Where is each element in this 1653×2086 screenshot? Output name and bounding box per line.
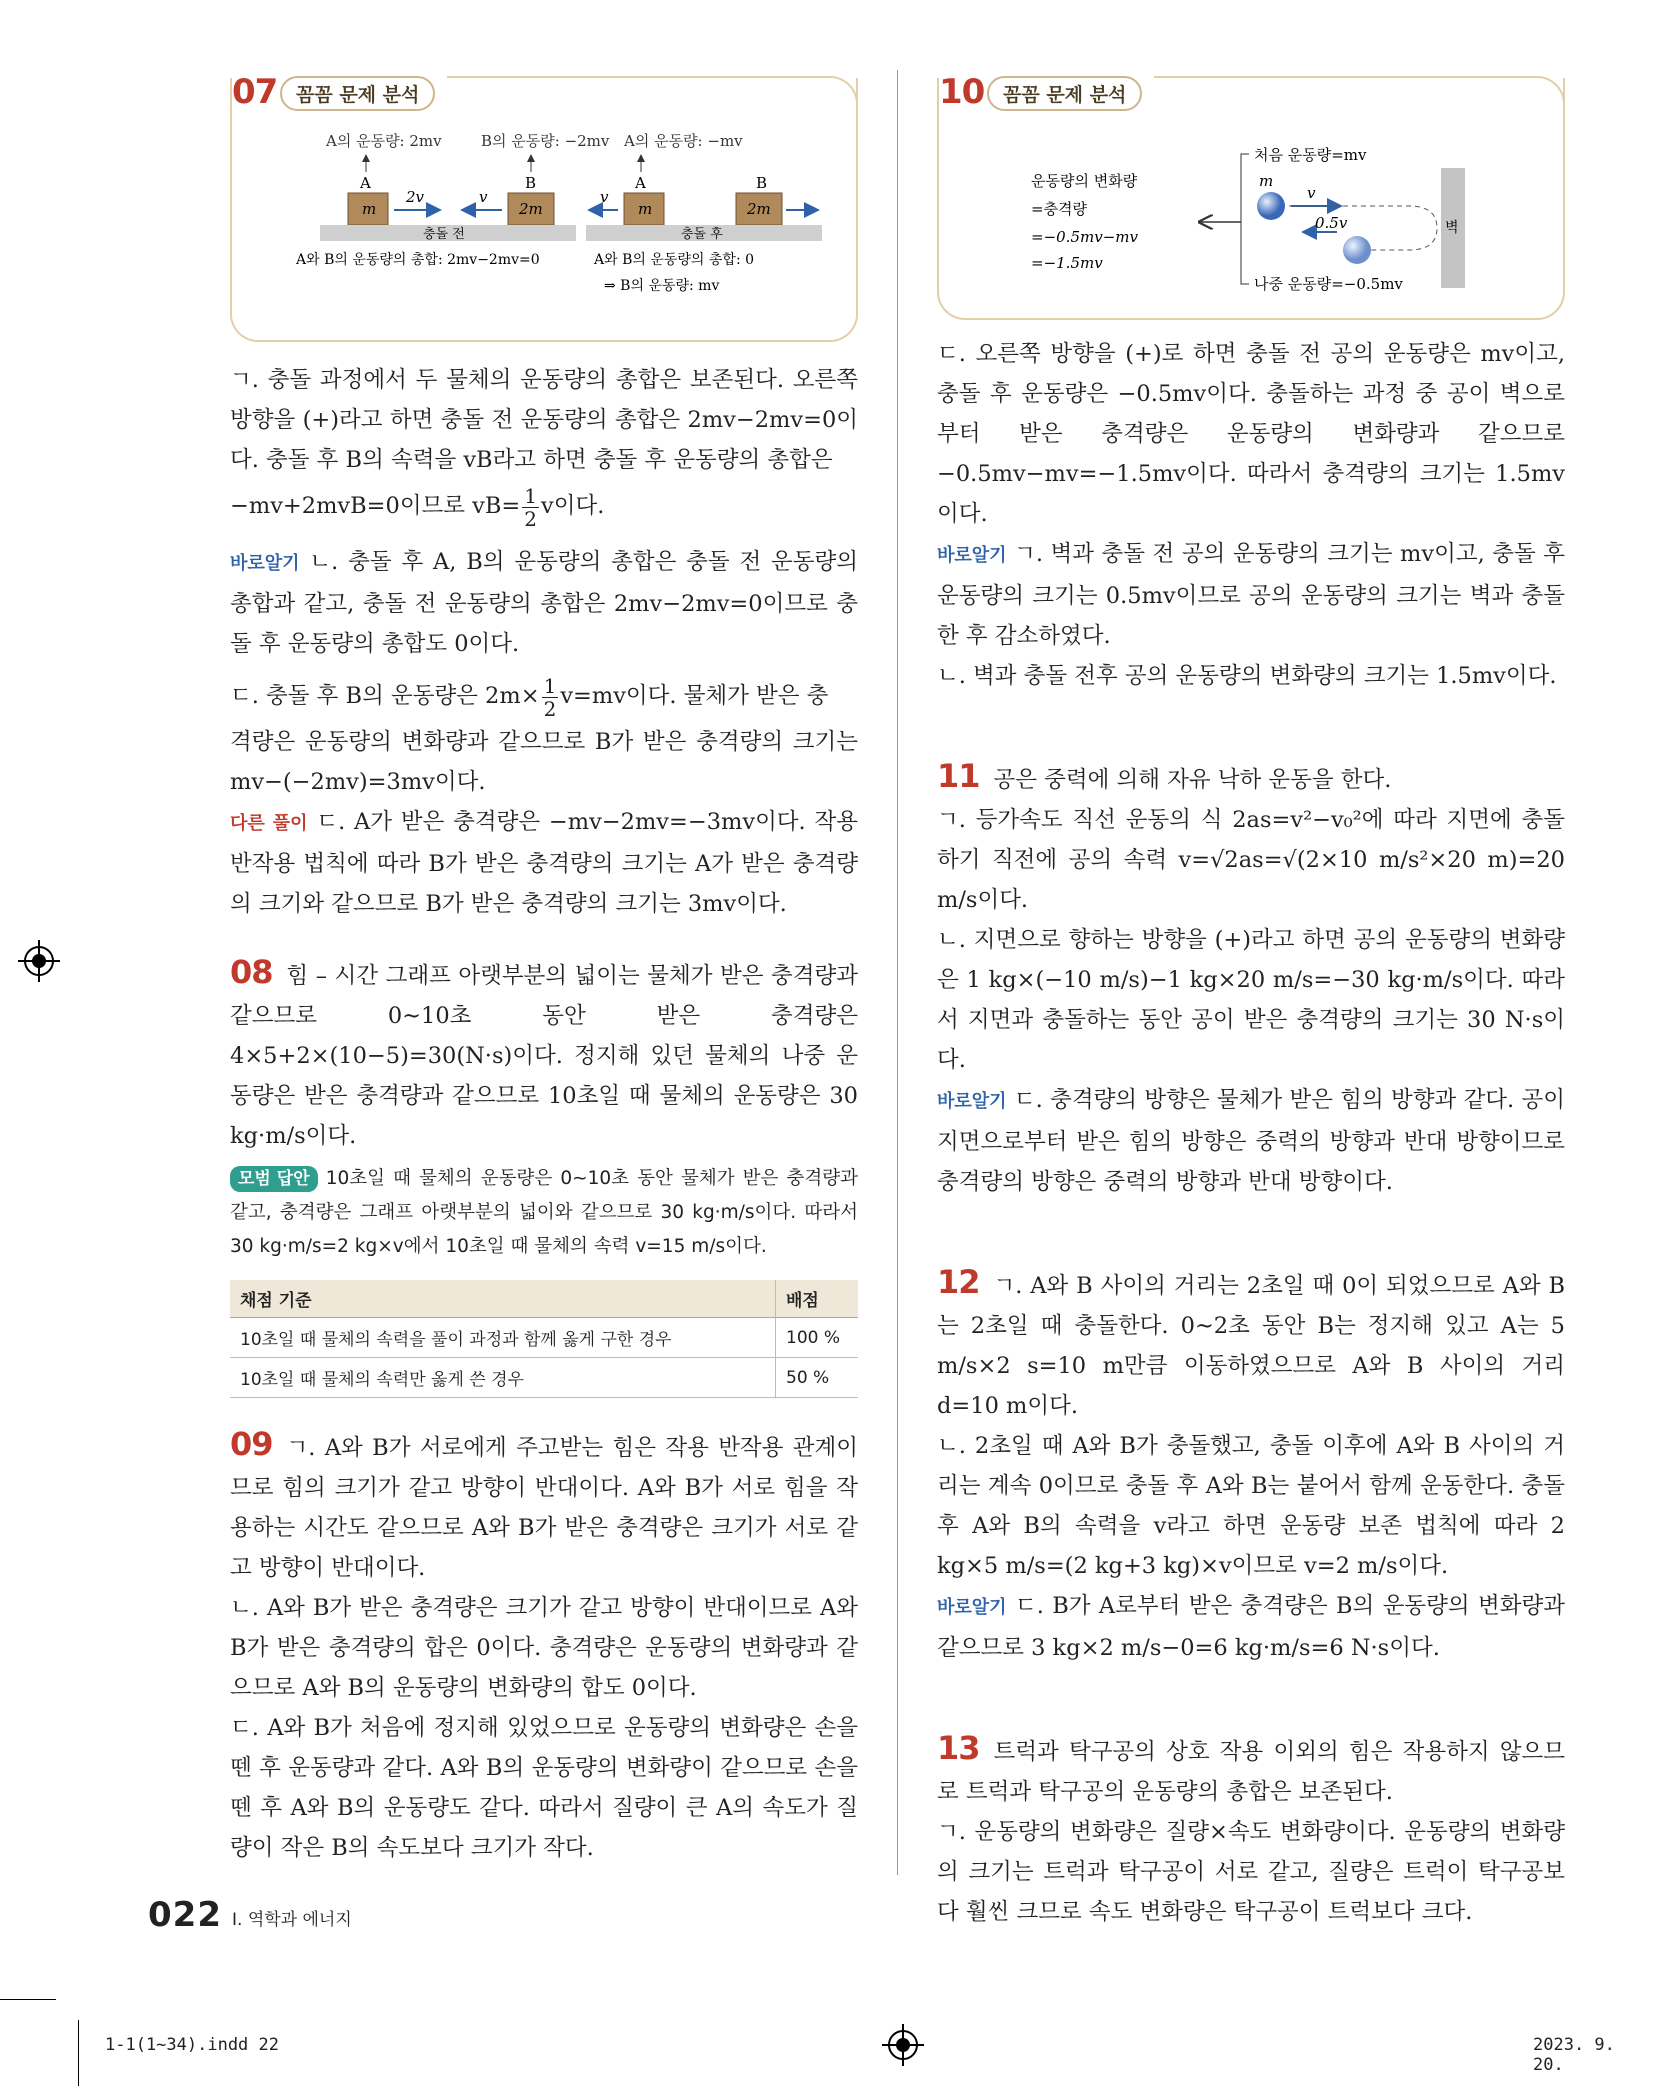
q11-p0: 11 공은 중력에 의해 자유 낙하 운동을 한다. bbox=[937, 757, 1392, 795]
crop-mark bbox=[0, 1999, 56, 2000]
q13 bbox=[937, 1728, 1565, 1932]
table-row: 10초일 때 물체의 속력만 옳게 쓴 경우 50 % bbox=[230, 1358, 858, 1398]
wrong-label: 바로알기 bbox=[937, 1597, 1007, 1618]
sum-before: A와 B의 운동량의 총합: 2mv−2mv=0 bbox=[296, 252, 540, 268]
q12-p1: 12 ㄱ. A와 B 사이의 거리는 2초일 때 0이 되었으므로 A와 B는 2초일 때 충돌한다. 0∼2초 동안 B는 정지해 있고 A는 5 m/s×2 s=10 m만큼 이동하였으므로 A와 B 사이의 거리 d=10 m이다. bbox=[937, 1263, 1565, 1419]
q13-p0: 13 트럭과 탁구공의 상호 작용 이외의 힘은 작용하지 않으므로 트럭과 탁구공의 운동량의 총합은 보존된다. bbox=[937, 1729, 1565, 1805]
svg-text:m: m bbox=[638, 200, 653, 218]
q11-p2: ㄴ. 지면으로 향하는 방향을 (+)라고 하면 공의 운동량의 변화량은 1 kg×(−10 m/s)−1 kg×20 m/s=−30 kg·m/s이다. 따라서 지면과 충돌하는 동안 공이 받은 충격량의 크기는 30 N·s이다. bbox=[937, 927, 1565, 1073]
q12 bbox=[937, 1262, 1565, 1668]
label-a-after: A bbox=[635, 174, 646, 192]
change-label-4: =−1.5mv bbox=[1031, 254, 1103, 272]
q07-p2: 바로알기 ㄴ. 충돌 후 A, B의 운동량의 총합은 충돌 전 운동량의 총합과 같고, 충돌 전 운동량의 총합은 2mv−2mv=0이므로 충돌 후 운동량의 총합도 0이다. bbox=[230, 549, 859, 657]
registration-mark bbox=[24, 946, 54, 976]
svg-text:v: v bbox=[479, 188, 488, 206]
q08-p1: 08 힘 – 시간 그래프 아랫부분의 넓이는 물체가 받은 충격량과 같으므로 0∼10초 동안 받은 충격량은 4×5+2×(10−5)=30(N·s)이다. 정지해 있던 물체의 나중 운동량은 받은 충격량과 같으므로 10초일 때 물체의 운동량은 30 kg·m/s이다. bbox=[230, 953, 858, 1149]
q08 bbox=[230, 952, 858, 1398]
q07-p4: 다른 풀이 ㄷ. A가 받은 충격량은 −mv−2mv=−3mv이다. 작용 반작용 법칙에 따라 B가 받은 충격량의 크기는 A가 받은 충격량의 크기와 같으므로 B가 받은 충격량의 크기는 3mv이다. bbox=[230, 809, 858, 917]
q10-p3: ㄴ. 벽과 충돌 전후 공의 운동량의 변화량의 크기는 1.5mv이다. bbox=[937, 663, 1557, 689]
print-date: 2023. 9. 20. bbox=[1533, 2035, 1615, 2075]
svg-text:2v: 2v bbox=[406, 188, 425, 206]
wall-label: 벽 bbox=[1445, 220, 1459, 236]
q07-p3: ㄷ. 충돌 후 B의 운동량은 2m× $\frac{1}{2}$ v=mv이다. 물체가 받은 충 bbox=[230, 673, 829, 721]
svg-text:0.5v: 0.5v bbox=[1315, 214, 1348, 232]
q10-p1: ㄷ. 오른쪽 방향을 (+)로 하면 충돌 전 공의 운동량은 mv이고, 충돌 후 운동량은 −0.5mv이다. 충돌하는 과정 중 공이 벽으로부터 받은 충격량은 운동량의 변화량과 같으므로 −0.5mv−mv=−1.5mv이다. 따라서 충격량의 크기는 1.5mv이다. bbox=[937, 341, 1565, 527]
q07-p3b: 격량은 운동량의 변화량과 같으므로 B가 받은 충격량의 크기는 mv−(−2mv)=3mv이다. bbox=[230, 729, 858, 795]
scoring-table: 채점 기준 배점 10초일 때 물체의 속력을 풀이 과정과 함께 옳게 구한 경우 100 % 10초일 때 물체의 속력만 옳게 쓴 경우 50 % bbox=[230, 1280, 858, 1398]
label-a-before: A bbox=[360, 174, 371, 192]
q08-number: 08 bbox=[230, 953, 273, 991]
registration-mark bbox=[888, 2030, 918, 2060]
q11-p1: ㄱ. 등가속도 직선 운동의 식 2as=v²−v₀²에 따라 지면에 충돌하기 직전에 공의 속력 v=√2as=√(2×10 m/s²×20 m)=20 m/s이다. bbox=[937, 807, 1565, 913]
after-caption: 충돌 후 bbox=[681, 227, 723, 242]
change-label-3: =−0.5mv−mv bbox=[1031, 228, 1138, 246]
right-column bbox=[937, 72, 1566, 1932]
q09-p2: ㄴ. A와 B가 받은 충격량은 크기가 같고 방향이 반대이므로 A와 B가 받은 충격량의 합은 0이다. 충격량은 운동량의 변화량과 같으므로 A와 B의 운동량의 변화량의 합도 0이다. bbox=[230, 1595, 858, 1701]
wrong-label: 바로알기 bbox=[937, 545, 1007, 566]
section-title: Ⅰ. 역학과 에너지 bbox=[232, 1910, 352, 1930]
q07-p1b: −mv+2mvB=0이므로 vB= $\frac{1}{2}$ v이다. bbox=[230, 483, 605, 531]
q10-number: 10 bbox=[939, 72, 985, 112]
file-slug: 1-1(1~34).indd 22 bbox=[105, 2035, 279, 2055]
svg-text:v: v bbox=[600, 188, 609, 206]
q09-p1: 09 ㄱ. A와 B가 서로에게 주고받는 힘은 작용 반작용 관계이므로 힘의 크기가 같고 방향이 반대이다. A와 B가 서로 힘을 작용하는 시간도 같으므로 A와 B가 받은 충격량은 크기가 서로 같고 방향이 반대이다. bbox=[230, 1425, 858, 1581]
q09 bbox=[230, 1424, 858, 1868]
label-b-before: B bbox=[525, 174, 537, 192]
crop-mark bbox=[78, 2020, 79, 2086]
svg-text:v: v bbox=[1307, 184, 1316, 202]
svg-text:m: m bbox=[362, 200, 377, 218]
change-label-2: =충격량 bbox=[1031, 200, 1088, 218]
column-divider bbox=[897, 70, 898, 1875]
initial-momentum: 처음 운동량=mv bbox=[1254, 146, 1367, 164]
q10-solution bbox=[937, 334, 1565, 696]
q08-model-answer: 모범 답안 10초일 때 물체의 운동량은 0∼10초 동안 물체가 받은 충격량과 같고, 충격량은 그래프 아랫부분의 넓이와 같으므로 30 kg·m/s이다. 따라서 30 kg·m/s=2 kg×v에서 10초일 때 물체의 속력 v=15 m/s이다. bbox=[230, 1168, 859, 1257]
model-answer-badge: 모범 답안 bbox=[230, 1166, 318, 1192]
svg-text:m: m bbox=[1259, 172, 1274, 190]
q07-solution bbox=[230, 360, 858, 924]
wrong-label: 바로알기 bbox=[230, 553, 300, 574]
a-momentum-after: A의 운동량: −mv bbox=[624, 132, 743, 150]
page-number: 022 bbox=[148, 1895, 222, 1935]
q12-number: 12 bbox=[937, 1263, 980, 1301]
q10-p2: 바로알기 ㄱ. 벽과 충돌 전 공의 운동량의 크기는 mv이고, 충돌 후 운동량의 크기는 0.5mv이므로 공의 운동량의 크기는 벽과 충돌한 후 감소하였다. bbox=[937, 541, 1566, 649]
q07-number: 07 bbox=[232, 72, 278, 112]
a-momentum-before: A의 운동량: 2mv bbox=[326, 132, 442, 150]
q10-box-title: 꼼꼼 문제 분석 bbox=[987, 76, 1142, 111]
q11 bbox=[937, 756, 1565, 1202]
q11-p3: 바로알기 ㄷ. 충격량의 방향은 물체가 받은 힘의 방향과 같다. 공이 지면으로부터 받은 힘의 방향은 중력의 방향과 반대 방향이므로 충격량의 방향은 중력의 방향과 반대 방향이다. bbox=[937, 1087, 1565, 1195]
q07-p1: ㄱ. 충돌 과정에서 두 물체의 운동량의 총합은 보존된다. 오른쪽 방향을 (+)라고 하면 충돌 전 운동량의 총합은 2mv−2mv=0이다. 충돌 후 B의 속력을 vB라고 하면 충돌 후 운동량의 총합은 bbox=[230, 367, 858, 473]
q13-number: 13 bbox=[937, 1729, 980, 1767]
left-column bbox=[230, 72, 859, 1868]
q13-p1: ㄱ. 운동량의 변화량은 질량×속도 변화량이다. 운동량의 변화량의 크기는 트럭과 탁구공이 서로 같고, 질량은 트럭이 탁구공보다 훨씬 크므로 속도 변화량은 탁구공이 트럭보다 크다. bbox=[937, 1819, 1565, 1925]
b-momentum-before: B의 운동량: −2mv bbox=[481, 132, 610, 150]
change-label-1: 운동량의 변화량 bbox=[1031, 172, 1138, 190]
label-b-after: B bbox=[756, 174, 768, 192]
q12-p3: 바로알기 ㄷ. B가 A로부터 받은 충격량은 B의 운동량의 변화량과 같으므로 3 kg×2 m/s−0=6 kg·m/s=6 N·s이다. bbox=[937, 1593, 1565, 1661]
q07-box-title: 꼼꼼 문제 분석 bbox=[280, 76, 435, 111]
q09-number: 09 bbox=[230, 1425, 273, 1463]
final-momentum: 나중 운동량=−0.5mv bbox=[1254, 275, 1403, 293]
sum-after: A와 B의 운동량의 총합: 0 bbox=[594, 252, 755, 268]
q09-p3: ㄷ. A와 B가 처음에 정지해 있었으므로 운동량의 변화량은 손을 뗀 후 운동량과 같다. A와 B의 운동량의 변화량이 같으므로 손을 뗀 후 A와 B의 운동량도 같다. 따라서 질량이 큰 A의 속도가 질량이 작은 B의 속도보다 크기가 작다. bbox=[230, 1715, 858, 1861]
before-caption: 충돌 전 bbox=[423, 227, 465, 242]
table-row: 10초일 때 물체의 속력을 풀이 과정과 함께 옳게 구한 경우 100 % bbox=[230, 1318, 858, 1358]
svg-text:2m: 2m bbox=[747, 200, 771, 218]
b-result: ⇒ B의 운동량: mv bbox=[604, 278, 720, 294]
q07-analysis-box bbox=[230, 72, 858, 342]
ball-before bbox=[1257, 192, 1285, 220]
q10-analysis-box bbox=[937, 72, 1565, 320]
wrong-label: 바로알기 bbox=[937, 1091, 1007, 1112]
svg-text:2m: 2m bbox=[519, 200, 543, 218]
ball-after bbox=[1343, 236, 1371, 264]
q07-collision-diagram bbox=[246, 128, 846, 328]
alt-label: 다른 풀이 bbox=[230, 813, 308, 834]
q10-wall-diagram bbox=[949, 124, 1549, 314]
q11-number: 11 bbox=[937, 757, 980, 795]
q12-p2: ㄴ. 2초일 때 A와 B가 충돌했고, 충돌 이후에 A와 B 사이의 거리는 계속 0이므로 충돌 후 A와 B는 붙어서 함께 운동한다. 충돌 후 A와 B의 속력을 v라고 하면 운동량 보존 법칙에 따라 2 kg×5 m/s=(2 kg+3 kg)×v이므로 v=2 m/s이다. bbox=[937, 1433, 1565, 1579]
